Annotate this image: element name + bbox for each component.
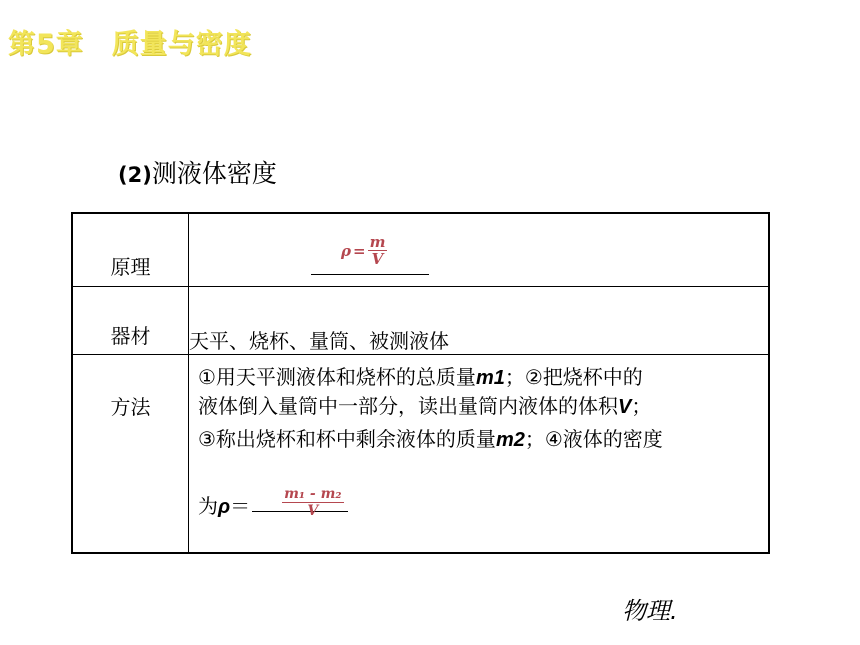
- method-line-1: [198, 363, 760, 392]
- answer-equals: ＝: [230, 494, 251, 519]
- table-row: [72, 213, 769, 286]
- principle-formula: [341, 234, 387, 267]
- row-label-principle: 原理: [72, 213, 189, 286]
- answer-fraction: [282, 486, 343, 519]
- method-text: ；: [631, 394, 652, 419]
- row-label-method: 方法: [72, 355, 189, 553]
- answer-lead: [198, 490, 250, 519]
- method-line-3: [198, 425, 760, 454]
- method-text: ①用天平测液体和烧杯的总质量: [198, 365, 476, 390]
- footer-subject: 物理.: [622, 597, 678, 625]
- method-text: ③称出烧杯和杯中剩余液体的质量: [198, 427, 496, 452]
- formula-rho: ρ: [341, 241, 351, 260]
- materials-text: 天平、烧杯、量筒、被测液体: [189, 286, 770, 354]
- chapter-title: 第5章 质量与密度: [8, 29, 252, 60]
- variable-v: V: [618, 396, 632, 419]
- row-label-materials: 器材: [72, 286, 189, 354]
- density-answer: [198, 486, 348, 530]
- answer-blank: [252, 486, 348, 530]
- section-heading: [118, 154, 277, 190]
- section-number: (2): [118, 163, 152, 187]
- method-cell: [189, 355, 770, 553]
- method-text: 液体倒入量筒中一部分，读出量筒内液体的体积: [198, 394, 618, 419]
- formula-fraction: [368, 234, 388, 267]
- method-text: ；②把烧杯中的: [504, 365, 643, 390]
- table-row: [72, 355, 769, 553]
- variable-m1: m1: [475, 367, 505, 390]
- variable-m2: m2: [495, 429, 525, 452]
- formula-equals: =: [352, 241, 366, 260]
- formula-denominator: V: [371, 250, 384, 268]
- answer-blank-line: [311, 274, 429, 275]
- method-text: ；④液体的密度: [524, 427, 663, 452]
- answer-lead-text: 为: [198, 494, 218, 519]
- answer-numerator: m₁ - m₂: [284, 486, 342, 503]
- answer-denominator: V: [307, 503, 319, 520]
- principle-cell: [189, 213, 770, 286]
- table-row: [72, 286, 769, 354]
- method-line-2: [198, 392, 760, 421]
- formula-numerator: m: [369, 233, 386, 251]
- answer-rho: ρ: [218, 496, 231, 519]
- section-title: 测液体密度: [151, 159, 277, 188]
- experiment-table: [71, 212, 770, 554]
